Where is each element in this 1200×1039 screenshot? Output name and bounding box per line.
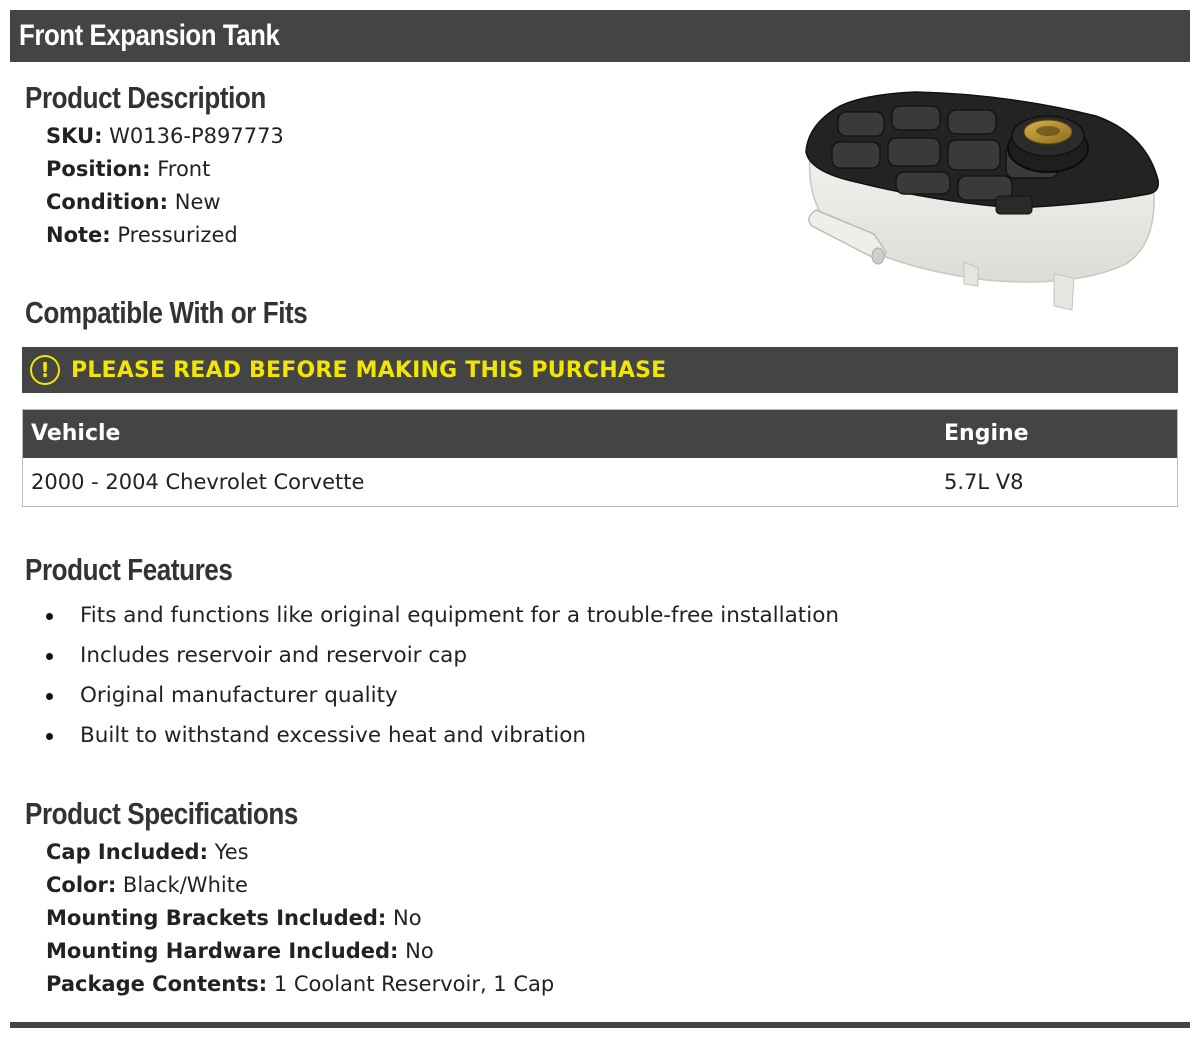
- color-value: Black/White: [122, 873, 248, 897]
- package-contents-row: [46, 968, 554, 1001]
- fitment-table: [22, 409, 1178, 507]
- product-description-heading: Product Description: [25, 80, 266, 115]
- product-image: [796, 84, 1166, 320]
- product-features-heading: Product Features: [25, 552, 233, 587]
- package-contents-value: 1 Coolant Reservoir, 1 Cap: [273, 972, 555, 996]
- note-value: Pressurized: [117, 223, 238, 247]
- fitment-table-header: [23, 410, 1177, 458]
- table-row: [23, 458, 1177, 506]
- list-item: Built to withstand excessive heat and vibration: [40, 716, 839, 756]
- note-row: [46, 219, 284, 252]
- note-label: Note:: [46, 223, 111, 247]
- position-label: Position:: [46, 157, 151, 181]
- mounting-brackets-label: Mounting Brackets Included:: [46, 906, 387, 930]
- condition-row: [46, 186, 284, 219]
- position-row: [46, 153, 284, 186]
- mounting-brackets-value: No: [392, 906, 422, 930]
- list-item: Fits and functions like original equipment for a trouble-free installation: [40, 596, 839, 636]
- sku-row: [46, 120, 284, 153]
- condition-value: New: [174, 190, 221, 214]
- page-title-bar: [10, 10, 1190, 62]
- product-description-list: [46, 120, 284, 252]
- page-title: Front Expansion Tank: [19, 19, 280, 52]
- features-list: [40, 596, 839, 756]
- list-item: Includes reservoir and reservoir cap: [40, 636, 839, 676]
- mounting-hardware-value: No: [405, 939, 434, 963]
- cap-included-label: Cap Included:: [46, 840, 208, 864]
- package-contents-label: Package Contents:: [46, 972, 268, 996]
- engine-cell: 5.7L V8: [944, 470, 1024, 494]
- position-value: Front: [157, 157, 211, 181]
- mounting-brackets-row: [46, 902, 554, 935]
- mounting-hardware-label: Mounting Hardware Included:: [46, 939, 399, 963]
- bottom-divider: [10, 1022, 1190, 1028]
- purchase-warning-text: PLEASE READ BEFORE MAKING THIS PURCHASE: [71, 357, 667, 383]
- sku-value: W0136-P897773: [109, 124, 284, 148]
- condition-label: Condition:: [46, 190, 169, 214]
- compatibility-heading: Compatible With or Fits: [25, 295, 308, 330]
- product-specifications-heading: Product Specifications: [25, 796, 298, 831]
- vehicle-cell: 2000 - 2004 Chevrolet Corvette: [31, 470, 365, 494]
- color-label: Color:: [46, 873, 117, 897]
- cap-included-row: [46, 836, 554, 869]
- list-item: Original manufacturer quality: [40, 676, 839, 716]
- vehicle-column-header: Vehicle: [31, 421, 121, 446]
- sku-label: SKU:: [46, 124, 103, 148]
- product-specifications-list: [46, 836, 554, 1001]
- mounting-hardware-row: [46, 935, 554, 968]
- engine-column-header: Engine: [944, 421, 1029, 446]
- exclamation-circle-icon: !: [30, 355, 60, 385]
- color-row: [46, 869, 554, 902]
- cap-included-value: Yes: [214, 840, 249, 864]
- purchase-warning-banner: [22, 347, 1178, 393]
